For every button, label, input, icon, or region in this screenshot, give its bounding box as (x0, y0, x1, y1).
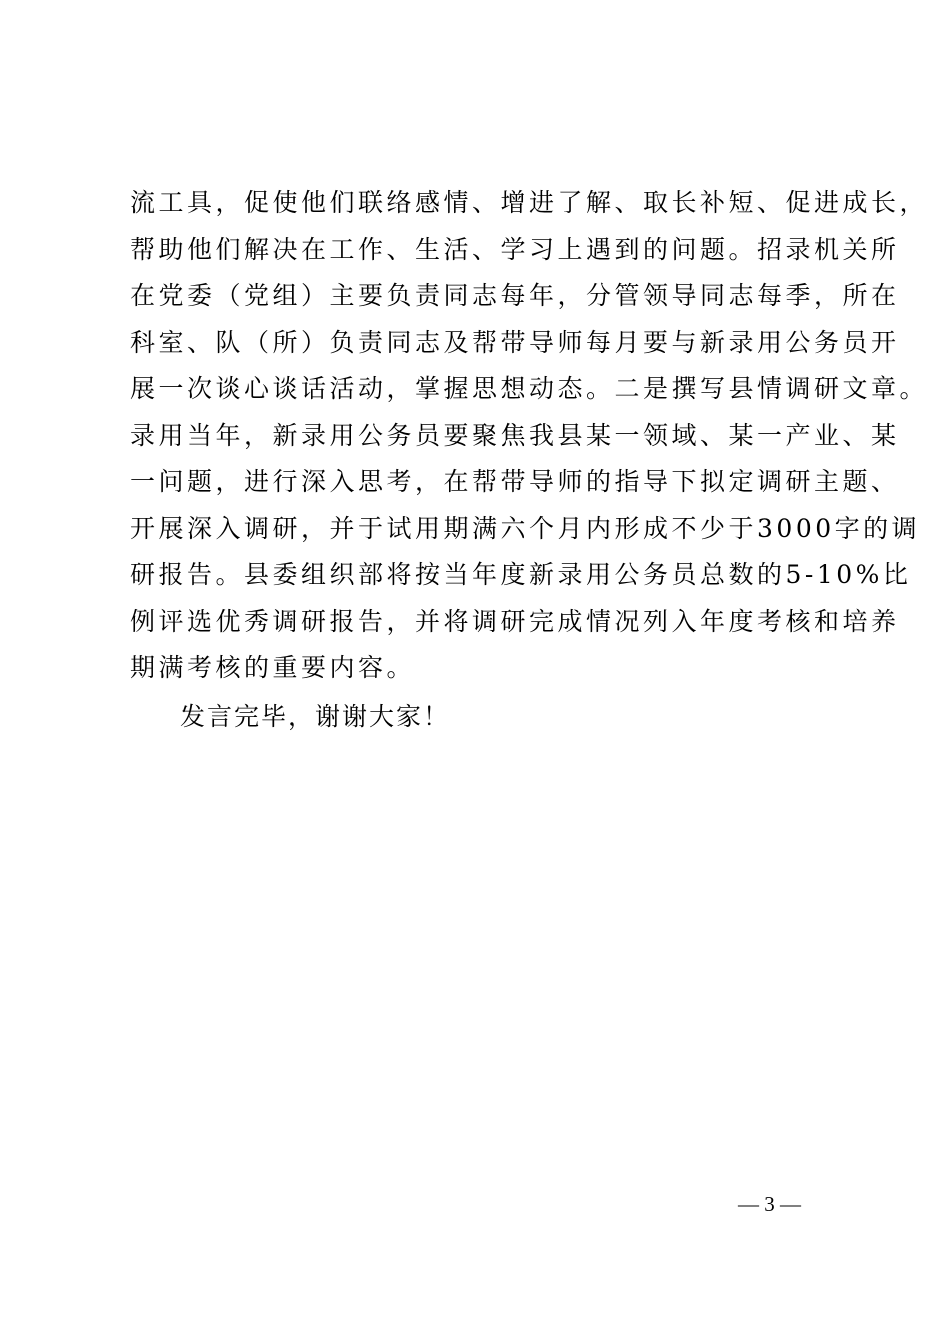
text-line: 例评选优秀调研报告，并将调研完成情况列入年度考核和培养 (130, 606, 900, 636)
text-line: 科室、队（所）负责同志及帮带导师每月要与新录用公务员开 (130, 327, 900, 357)
body-text (130, 180, 929, 740)
text-line: 期满考核的重要内容。 (130, 653, 416, 682)
text-line: 研报告。县委组织部将按当年度新录用公务员总数的5-10%比 (130, 560, 912, 589)
text-line: 录用当年，新录用公务员要聚焦我县某一领域、某一产业、某 (130, 420, 900, 450)
text-line: 流工具，促使他们联络感情、增进了解、取长补短、促进成长， (130, 188, 929, 217)
page-number: — 3 — (738, 1192, 801, 1216)
closing-remark: 发言完毕，谢谢大家！ (180, 701, 451, 731)
text-line: 展一次谈心谈话活动，掌握思想动态。二是撰写县情调研文章。 (130, 374, 929, 403)
text-line: 一问题，进行深入思考，在帮带导师的指导下拟定调研主题、 (130, 467, 900, 496)
text-line: 在党委（党组）主要负责同志每年，分管领导同志每季，所在 (130, 281, 900, 310)
text-line: 帮助他们解决在工作、生活、学习上遇到的问题。招录机关所 (130, 234, 900, 264)
text-line: 开展深入调研，并于试用期满六个月内形成不少于3000字的调 (130, 513, 921, 543)
